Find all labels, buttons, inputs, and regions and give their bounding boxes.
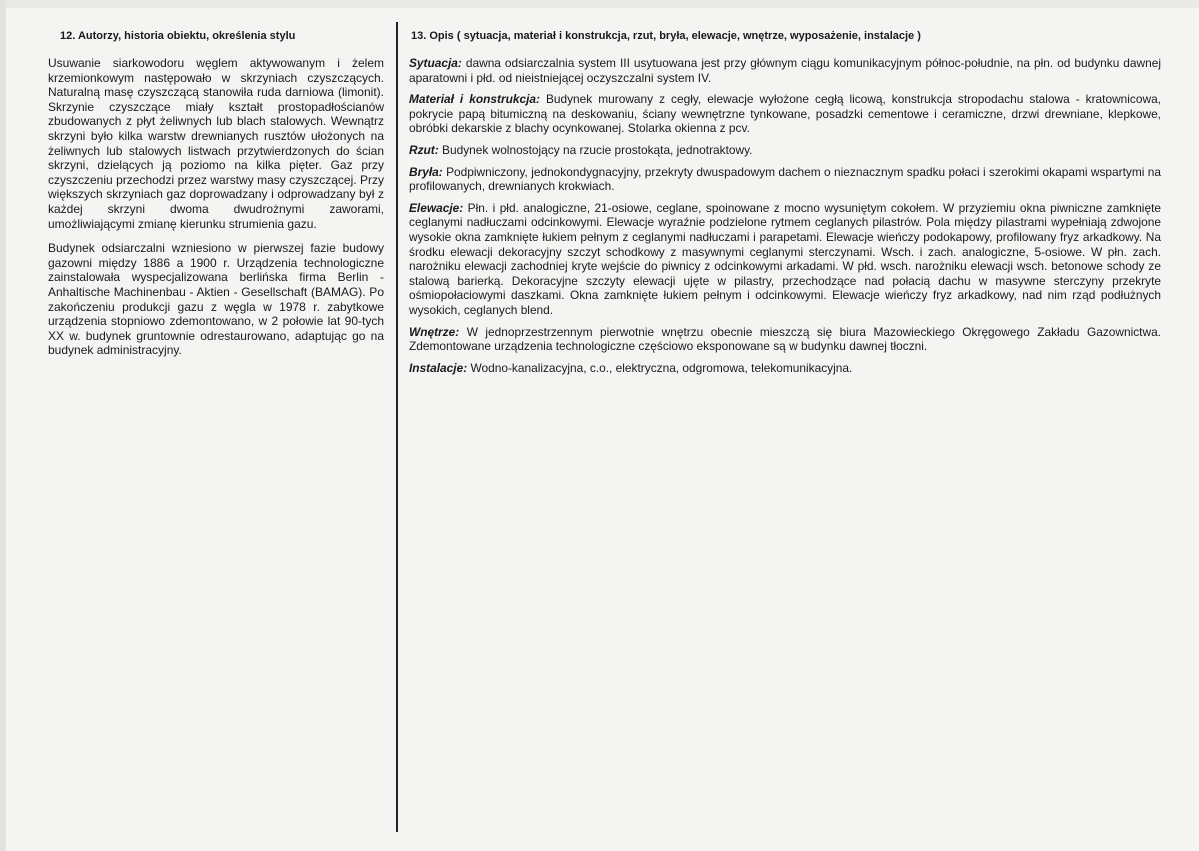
- section-12-heading: 12. Autorzy, historia obiektu, określenia stylu: [60, 30, 296, 42]
- description-elevations: [409, 201, 1161, 318]
- material-text: Budynek murowany z cegły, elewacje wyłożone cegłą licową, konstrukcja stropodachu stalowa - kratownicowa, pokrycie papą bitumiczną na deskowaniu, ściany wewnętrzne tynkowane, posadzki cementowe i ceramiczne, drzwi drewniane, klepkowe, obróbki dekarskie z blachy ocynkowanej. Stolarka okienna z pcv.: [409, 92, 1161, 136]
- situation-label: Sytuacja:: [409, 56, 462, 70]
- description-material: [409, 92, 1161, 136]
- section-13-heading: 13. Opis ( sytuacja, materiał i konstrukcja, rzut, bryła, elewacje, wnętrze, wyposażenie, instalacje ): [411, 30, 921, 42]
- plan-text: Budynek wolnostojący na rzucie prostokąta, jednotraktowy.: [442, 142, 753, 157]
- scan-edge-top: [0, 0, 1199, 8]
- section-12-paragraph-1: Usuwanie siarkowodoru węglem aktywowanym i żelem krzemionkowym następowało w skrzyniach czyszczących. Naturalną masę czyszczącą stanowiła ruda darniowa (limonit). Skrzynie czyszczące miały kształt prostopadłościanów zbudowanych z płyt żeliwnych lub blach stalowych. Wewnątrz skrzyni było kilka warstw drewnianych rusztów ułożonych na żeliwnych lub stalowych listwach przytwierdzonych do ścian skrzyni, dzielących ją poziomo na kilka pięter. Gaz przy czyszczeniu przechodzi przez warstwy masy czyszczącej. Przy większych skrzyniach gaz doprowadzany i odprowadzany był z każdej skrzyni dwoma dwudrożnymi zaworami, umożliwiającymi zmianę kierunku strumienia gazu.: [48, 56, 384, 231]
- elevations-label: Elewacje:: [409, 200, 464, 215]
- material-label: Materiał i konstrukcja:: [409, 92, 540, 107]
- description-situation: [409, 56, 1161, 85]
- description-interior: [409, 325, 1161, 354]
- interior-text: W jednoprzestrzennym pierwotnie wnętrzu obecnie mieszczą się biura Mazowieckiego Okręgowego Zakładu Gazownictwa. Zdemontowane urządzenia technologiczne częściowo eksponowane są w budynku dawnej tłoczni.: [409, 324, 1161, 354]
- plan-label: Rzut:: [409, 142, 439, 157]
- massing-text: Podpiwniczony, jednokondygnacyjny, przekryty dwuspadowym dachem o nieznacznym spadku połaci i szerokimi okapami wspartymi na profilowanych, drewnianych krokwiach.: [409, 164, 1161, 194]
- installations-text: Wodno-kanalizacyjna, c.o., elektryczna, odgromowa, telekomunikacyjna.: [470, 360, 853, 375]
- section-12-column: [48, 30, 384, 368]
- section-12-paragraph-2: Budynek odsiarczalni wzniesiono w pierwszej fazie budowy gazowni między 1886 a 1900 r. Urządzenia technologiczne zainstalowała wyspecjalizowana berlińska firma Berlin - Anhaltische Machinenbau - Aktien - Gesellschaft (BAMAG). Po zakończeniu produkcji gazu z węgla w 1978 r. zabytkowe urządzenia stopniowo zdemontowano, w 2 połowie lat 90-tych XX w. budynek gruntownie odrestaurowano, adaptując go na budynek administracyjny.: [48, 241, 384, 358]
- situation-text: dawna odsiarczalnia system III usytuowana jest przy głównym ciągu komunikacyjnym północ-południe, na płn. od budynku dawnej aparatowni i płd. od nieistniejącej oczyszczalni system IV.: [409, 56, 1161, 85]
- description-massing: [409, 165, 1161, 194]
- description-plan: [409, 143, 1161, 158]
- massing-label: Bryła:: [409, 164, 443, 179]
- scan-edge-left: [0, 0, 6, 851]
- interior-label: Wnętrze:: [409, 324, 460, 339]
- elevations-text: Płn. i płd. analogiczne, 21-osiowe, ceglane, spoinowane z mocno wysuniętym cokołem. W przyziemiu okna piwniczne zamknięte ceglanymi nadłuczami odcinkowymi. Elewacje wyraźnie podzielone rytmem ceglanych pilastrów. Pola między pilastrami wypełniają zdwojone wysokie okna zamknięte łukiem pełnym z ceglanymi nadłuczami i parapetami. Elewacje wieńczy podokapowy, profilowany fryz arkadkowy. Na środku elewacji dekoracyjny szczyt schodkowy z masywnymi ceglanymi sterczynami. Wsch. i zach. analogiczne, 5-osiowe. W płn. zach. narożniku elewacji zachodniej kryte wejście do piwnicy z odcinkowymi arkadami. W płd. wsch. narożniku elewacji wsch. betonowe schody ze stalową barierką. Dekoracyjne szczyty elewacji ujęte w pilastry, przechodzące nad połacią dachu w masywne sterczyny przekryte ośmiopołaciowymi daszkami. Okna zamknięte łukiem pełnym i odcinkowymi. Elewacje wieńczy fryz arkadkowy, nad nim rząd podłużnych wysokich, ceglanych blend.: [409, 200, 1161, 317]
- section-13-column: [409, 30, 1161, 382]
- installations-label: Instalacje:: [409, 360, 468, 375]
- column-divider: [396, 22, 398, 832]
- description-installations: [409, 361, 1161, 376]
